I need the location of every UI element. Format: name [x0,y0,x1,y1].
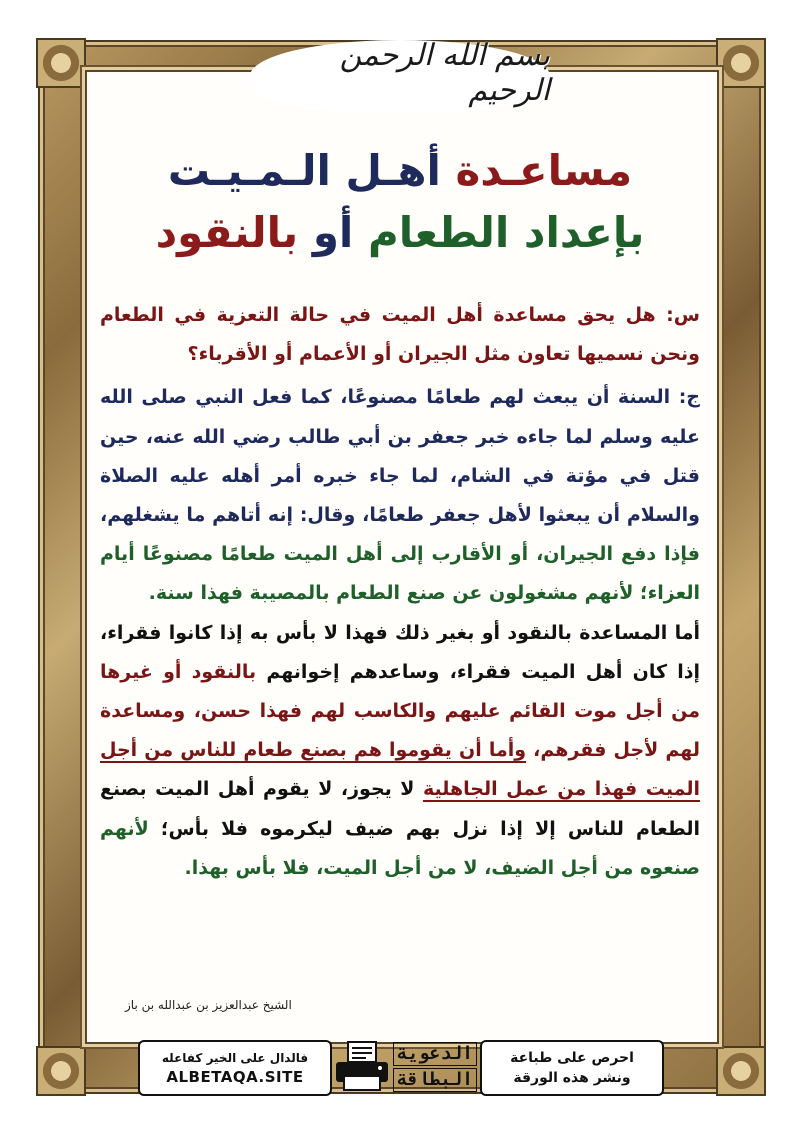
answer-part: ج: السنة أن يبعث لهم طعامًا مصنوعًا، كما فعل النبي صلى الله عليه وسلم لما جاءه خبر جعفر بن أبي طالب رضي الله عنه، حين قتل في مؤتة في الشام، لما جاء خبره أمر أهله عليه الصلاة والسلام أن يبعثوا لأهل جعفر طعامًا، وقال: إنه أتاهم ما يشغلهم، [100,386,700,527]
frame-corner-ornament [36,38,86,88]
footer [118,1040,682,1096]
printer-icon [332,1040,392,1094]
answer-part-underlined: وأما أن يقوموا هم بصنع طعام للناس من أجل الميت فهذا من عمل الجاهلية [100,739,700,801]
answer-part: فإذا دفع الجيران، أو الأقارب إلى أهل الميت طعامًا مصنوعًا أيام العزاء؛ لأنهم مشغولون عن صنع الطعام بالمصيبة فهذا سنة. [100,543,700,605]
article-body [100,296,700,888]
attribution: الشيخ عبدالعزيز بن عبدالله بن باز [125,998,292,1012]
frame-corner-ornament [716,38,766,88]
frame-corner-ornament [716,1046,766,1096]
logo-text: البطاقة [393,1068,477,1092]
basmala-text: بسم الله الرحمن الرحيم [339,38,550,108]
footer-print-line: احرص على طباعة [510,1050,634,1066]
title-word: بإعداد الطعام [367,208,645,257]
answer-part: لأنهم صنعوه من أجل الضيف، لا من أجل الميت، فلا بأس بهذا. [100,817,700,879]
footer-site-box [138,1040,332,1096]
title-word: أهـل الـمـيـت [167,146,441,195]
answer-part: لا يجوز، لا يقوم أهل الميت بصنع الطعام للناس إلا إذا نزل بهم ضيف ليكرموه فلا بأس؛ [100,778,700,840]
title-line-1 [100,140,700,202]
title-word: بالنقود [155,208,299,257]
title-word: أو [312,208,354,257]
footer-saying: فالدال على الخير كفاعله [161,1051,309,1065]
title-line-2 [100,202,700,264]
albetaqa-logo [397,1036,473,1098]
page-title [100,140,700,264]
answer-part: أما المساعدة بالنقود أو بغير ذلك فهذا لا بأس به إذا كانوا فقراء، إذا كان أهل الميت فقراء، وساعدهم إخوانهم [100,621,700,683]
basmala-calligraphy [250,28,550,118]
footer-print-box [480,1040,664,1096]
answer-text [100,378,700,613]
frame-corner-ornament [36,1046,86,1096]
answer-paragraph-2 [100,614,700,888]
footer-site-url[interactable]: ALBETAQA.SITE [166,1068,304,1086]
title-word: مساعـدة [455,146,633,195]
answer-part: بالنقود أو غيرها من أجل موت القائم عليهم والكاسب لهم فهذا حسن، ومساعدة لهم لأجل فقرهم، [100,660,700,762]
question-text: س: هل يحق مساعدة أهل الميت في حالة التعزية في الطعام ونحن نسميها تعاون مثل الجيران أو الأعمام أو الأقرباء؟ [100,304,700,366]
logo-text: الدعوية [393,1042,477,1066]
footer-print-line: ونشر هذه الورقة [513,1070,631,1086]
